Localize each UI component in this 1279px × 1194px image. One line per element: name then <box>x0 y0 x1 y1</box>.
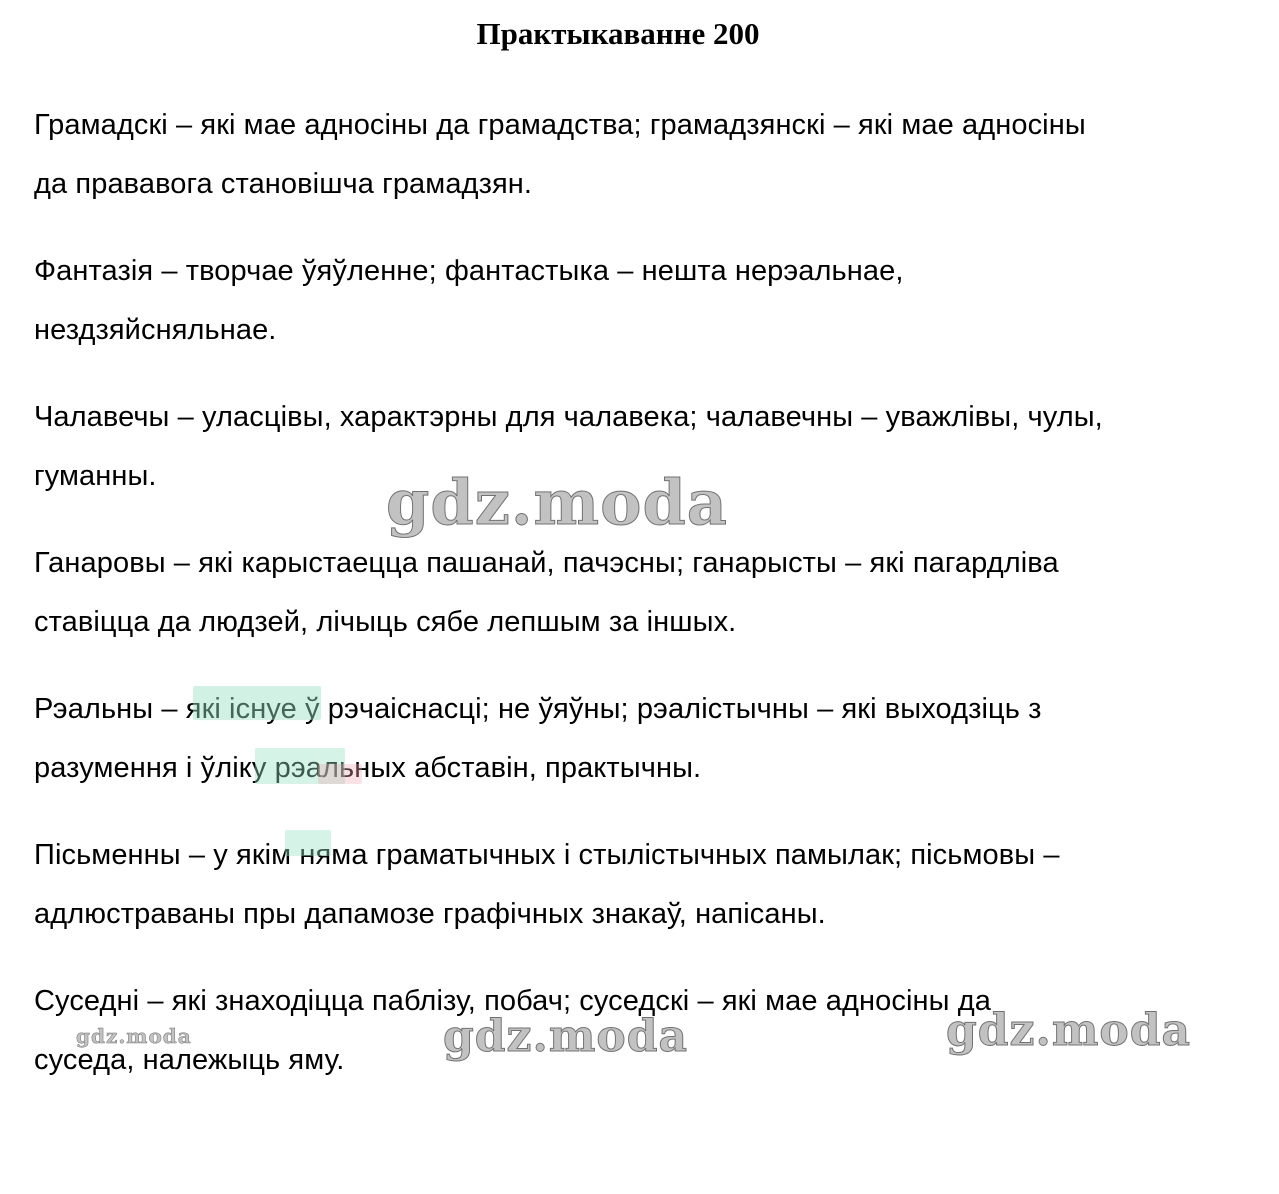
paragraph-line: нездзяйсняльнае. <box>34 314 277 346</box>
paragraph-line: Рэальны – які існуе ў рэчаіснасці; не ўяўны; рэалістычны – які выходзіць з <box>34 693 1042 725</box>
paragraph-line: да прававога становішча грамадзян. <box>34 168 533 200</box>
paragraph-line: Ганаровы – які карыстаецца пашанай, пачэсны; ганарысты – які пагардліва <box>34 547 1059 579</box>
watermark-main: gdz.moda <box>386 466 728 539</box>
watermark-bottom-right: gdz.moda <box>946 1005 1192 1056</box>
paragraph-line: адлюстраваны пры дапамозе графічных знакаў, напісаны. <box>34 898 826 930</box>
page-title: Практыкаванне 200 <box>476 16 760 51</box>
document-body <box>34 96 1234 1118</box>
paragraph-fantazija <box>34 242 1234 360</box>
paragraph-ganarovy <box>34 534 1234 652</box>
paragraph-pismenny <box>34 826 1234 944</box>
paragraph-susedni <box>34 972 1234 1090</box>
watermark-bottom-left: gdz.moda <box>76 1024 192 1048</box>
paragraph-line: Грамадскі – які мае адносіны да грамадства; грамадзянскі – які мае адносіны <box>34 109 1086 141</box>
paragraph-chalavechy <box>34 388 1234 506</box>
paragraph-realny <box>34 680 1234 798</box>
watermark-bottom-center: gdz.moda <box>443 1011 689 1062</box>
paragraph-line: разумення і ўліку рэальных абставін, практычны. <box>34 752 702 784</box>
paragraph-line: Пісьменны – у якім няма граматычных і стылістычных памылак; пісьмовы – <box>34 839 1060 871</box>
paragraph-line: гуманны. <box>34 460 157 492</box>
paragraph-gramadski <box>34 96 1234 214</box>
paragraph-line: ставіцца да людзей, лічыць сябе лепшым за іншых. <box>34 606 737 638</box>
paragraph-line: суседа, належыць яму. <box>34 1044 345 1076</box>
paragraph-line: Фантазія – творчае ўяўленне; фантастыка – нешта нерэальнае, <box>34 255 904 287</box>
paragraph-line: Суседні – які знаходіцца паблізу, побач; суседскі – які мае адносіны да <box>34 985 991 1017</box>
paragraph-line: Чалавечы – уласцівы, характэрны для чалавека; чалавечны – уважлівы, чулы, <box>34 401 1103 433</box>
